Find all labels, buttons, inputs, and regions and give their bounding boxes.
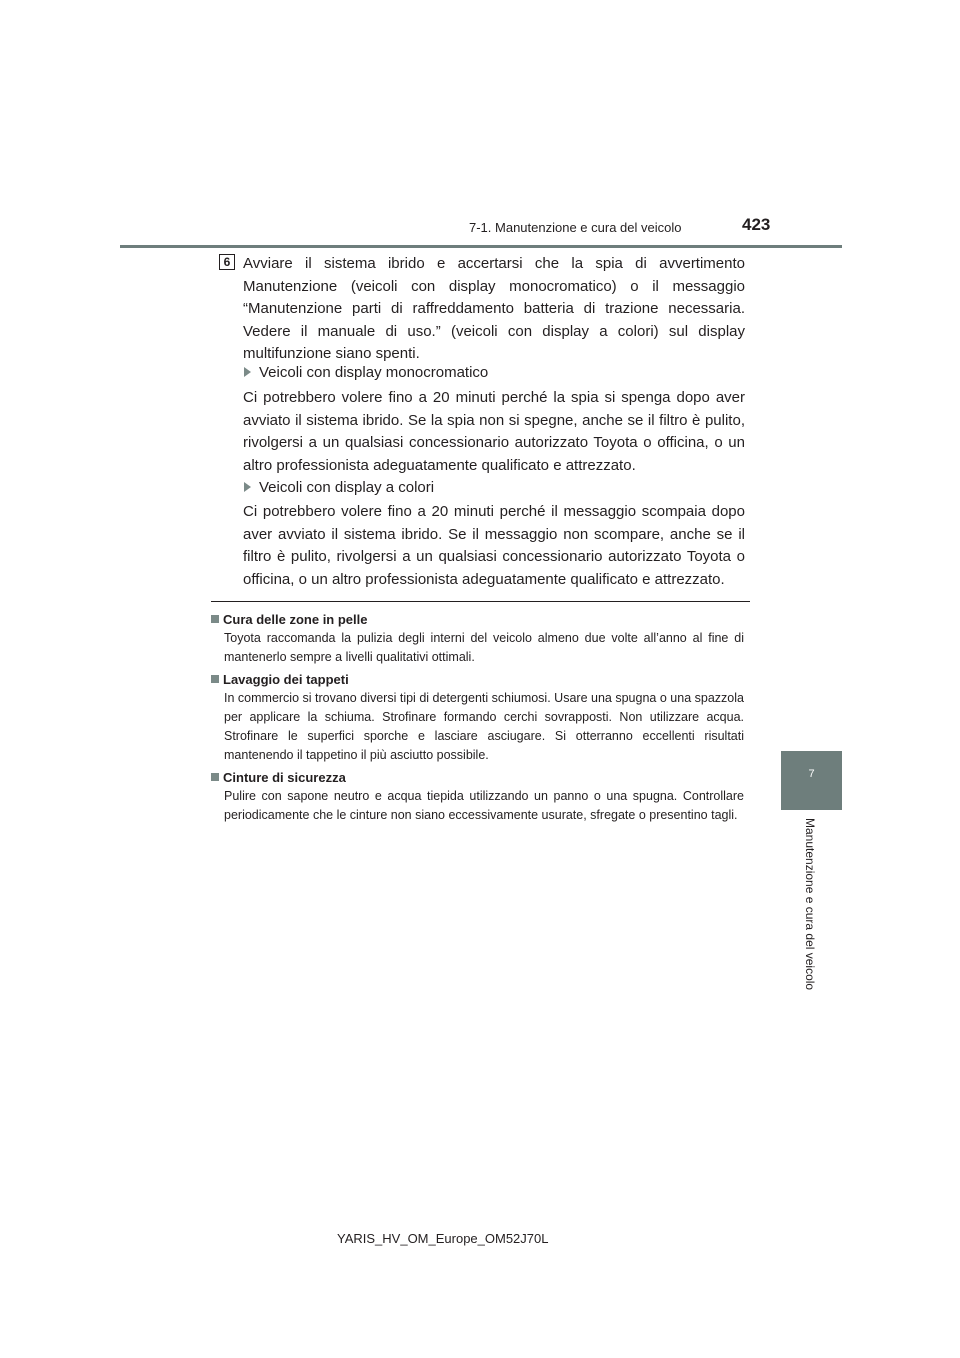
page-number: 423: [742, 215, 771, 234]
triangle-bullet-icon: [244, 367, 251, 377]
subheading-color-label: Veicoli con display a colori: [259, 479, 435, 496]
note-title-text: Lavaggio dei tappeti: [223, 672, 349, 687]
chapter-label: Manutenzione e cura del veicolo: [803, 818, 817, 991]
step-intro-text: Avviare il sistema ibrido e accertarsi che la spia di avvertimento Manutenzione (veicoli con display monocromatico) o il messaggio “Manutenzione parti di raffreddamento batteria di trazione necessaria. Vedere il manuale di uso.” (veicoli con display a colori) sul display multifunzione siano spenti.: [243, 255, 745, 362]
note-title-text: Cura delle zone in pelle: [223, 612, 368, 627]
subheading-color: [244, 477, 434, 499]
note-title: [211, 612, 367, 627]
note-body: Pulire con sapone neutro e acqua tiepida utilizzando un panno o una spugna. Controllare periodicamente che le cinture non siano eccessivamente usurate, sfregate o presentino tagli.: [224, 789, 744, 822]
note-body: In commercio si trovano diversi tipi di detergenti schiumosi. Usare una spugna o una spazzola per applicare la schiuma. Strofinare formando cerchi sovrapposti. Non utilizzare acqua. Strofinare le superfici sporche e lasciare asciugare. Si otterranno eccellenti risultati mantenendo il tappetino il più asciutto possibile.: [224, 691, 744, 762]
square-bullet-icon: [211, 773, 219, 781]
note-title: [211, 770, 346, 785]
note-title-text: Cinture di sicurezza: [223, 770, 346, 785]
subheading-monochrome: [244, 362, 488, 384]
square-bullet-icon: [211, 615, 219, 623]
color-display-text: Ci potrebbero volere fino a 20 minuti perché il messaggio scompaia dopo aver avviato il sistema ibrido. Se il messaggio non scompare, anche se il filtro è pulito, rivolgersi a un qualsiasi concessionario autorizzato Toyota o officina, o un altro professionista adeguatamente qualificato e attrezzato.: [243, 503, 745, 588]
step-number-badge: 6: [219, 254, 235, 270]
document-id: YARIS_HV_OM_Europe_OM52J70L: [337, 1231, 549, 1246]
subheading-monochrome-label: Veicoli con display monocromatico: [259, 364, 489, 381]
monochrome-text: Ci potrebbero volere fino a 20 minuti perché la spia si spenga dopo aver avviato il sistema ibrido. Se la spia non si spegne, anche se il filtro è pulito, rivolgersi a un qualsiasi concessionario autorizzato Toyota o officina, o un altro professionista adeguatamente qualificato e attrezzato.: [243, 389, 745, 474]
square-bullet-icon: [211, 675, 219, 683]
note-body: Toyota raccomanda la pulizia degli interni del veicolo almeno due volte all’anno al fine di mantenerlo sempre a livelli qualitativi ottimali.: [224, 631, 744, 664]
triangle-bullet-icon: [244, 482, 251, 492]
note-title: [211, 672, 349, 687]
chapter-number: 7: [808, 768, 815, 780]
header-rule: [120, 245, 842, 248]
chapter-tab: [781, 751, 842, 810]
notes-divider: [211, 601, 750, 602]
section-title: 7-1. Manutenzione e cura del veicolo: [469, 220, 682, 235]
